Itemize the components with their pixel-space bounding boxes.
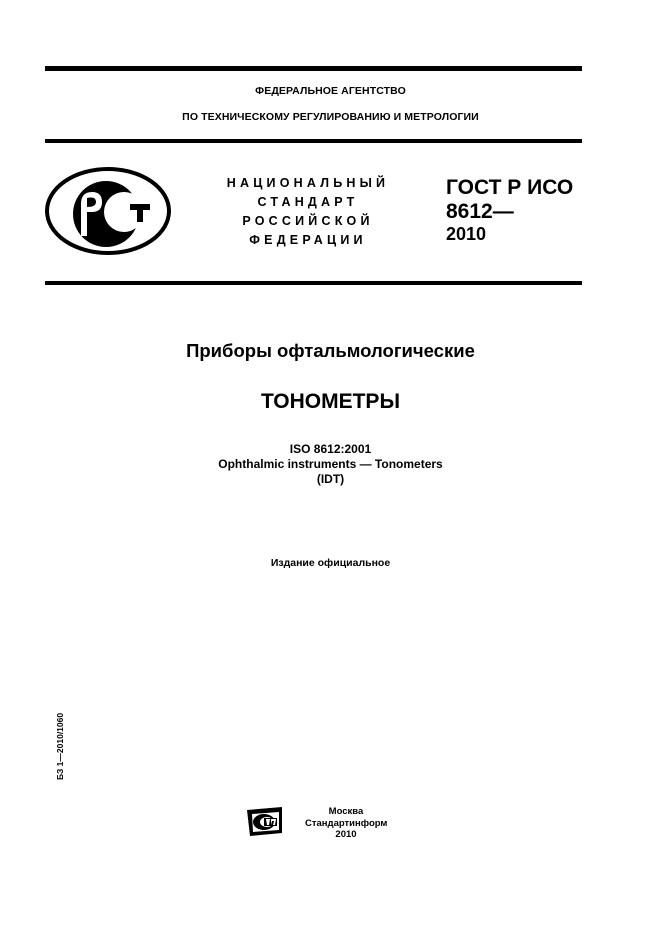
side-code: БЗ 1—2010/1060 <box>55 712 65 780</box>
national-standard-line-3: РОССИЙСКОЙ <box>242 214 374 228</box>
iso-reference <box>0 442 661 487</box>
publisher-year: 2010 <box>335 829 357 840</box>
designation-line-3: 2010 <box>446 224 487 244</box>
designation-line-1: ГОСТ Р ИСО <box>446 176 574 199</box>
publisher-city: Москва <box>328 806 364 817</box>
national-standard-line-4: ФЕДЕРАЦИИ <box>249 233 367 247</box>
standard-designation <box>446 176 573 244</box>
top-rule <box>45 66 582 71</box>
official-edition-label: Издание официальное <box>270 557 391 569</box>
agency-line-2: ПО ТЕХНИЧЕСКОМУ РЕГУЛИРОВАНИЮ И МЕТРОЛОГИИ <box>182 111 479 123</box>
logo-block-rule <box>45 281 582 285</box>
national-standard-line-2: СТАНДАРТ <box>257 195 359 209</box>
designation-line-2: 8612— <box>446 200 514 223</box>
agency-line-1: ФЕДЕРАЛЬНОЕ АГЕНТСТВО <box>255 85 406 97</box>
document-title: ТОНОМЕТРЫ <box>260 390 401 413</box>
iso-code: ISO 8612:2001 <box>289 442 372 456</box>
iso-equivalence: (IDT) <box>316 472 345 486</box>
national-standard-line-1: НАЦИОНАЛЬНЫЙ <box>226 176 390 190</box>
iso-name: Ophthalmic instruments — Tonometers <box>218 457 443 471</box>
header-rule <box>45 139 582 143</box>
standartinform-logo-icon <box>246 806 286 838</box>
gost-r-certification-mark-icon <box>44 166 172 256</box>
national-standard-label <box>210 174 406 250</box>
document-subtitle: Приборы офтальмологические <box>186 340 475 361</box>
publisher-name: Стандартинформ <box>305 817 388 829</box>
publisher-info <box>305 806 387 841</box>
